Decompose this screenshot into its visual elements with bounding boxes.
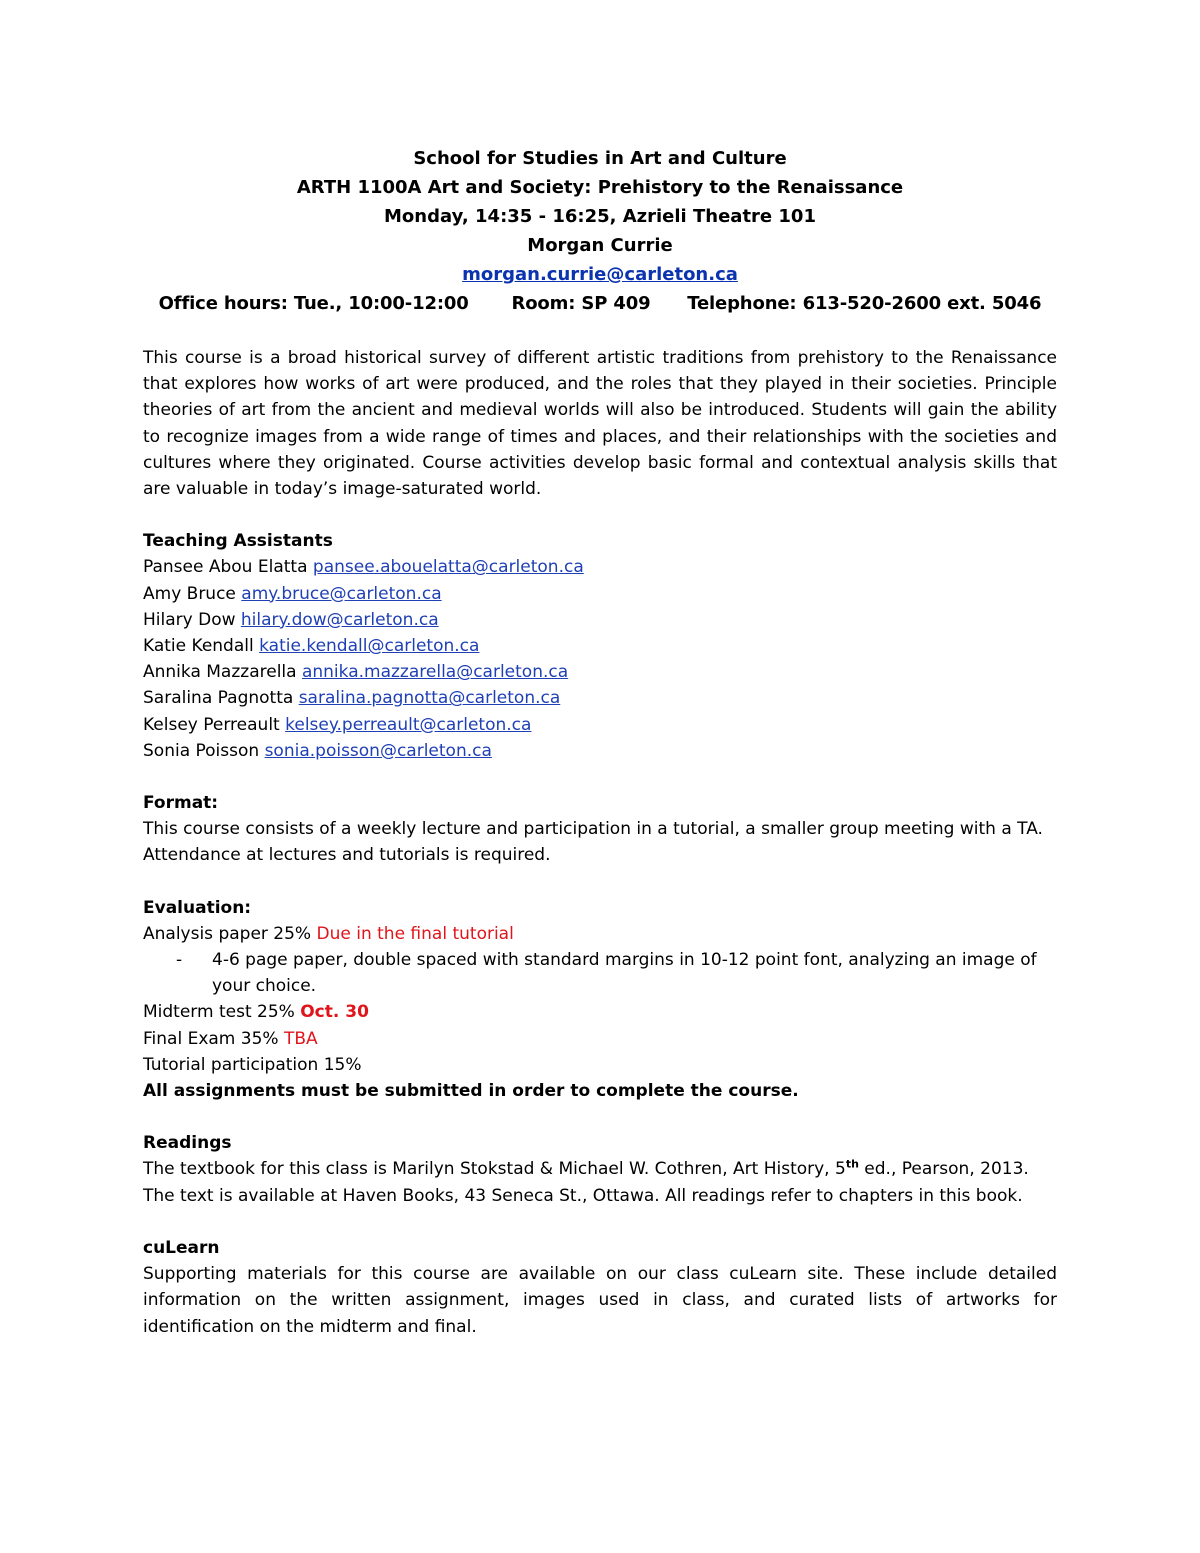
ta-row <box>143 685 1057 711</box>
readings-heading: Readings <box>143 1133 232 1154</box>
ta-row <box>143 554 1057 580</box>
analysis-paper-detail: 4-6 page paper, double spaced with standard margins in 10-12 point font, analyzing an image of your choice. <box>212 950 1037 997</box>
teaching-assistants-heading: Teaching Assistants <box>143 531 333 552</box>
culearn-text: Supporting materials for this course are available on our class cuLearn site. These include detailed information on the written assignment, images used in class, and curated lists of artworks for identification on the midterm and final. <box>143 1264 1057 1337</box>
final-exam-due: TBA <box>283 1028 318 1049</box>
readings-text-start: The textbook for this class is Marilyn Stokstad & Michael W. Cothren, Art History, 5 <box>143 1159 846 1180</box>
ta-name: Kelsey Perreault <box>143 714 280 735</box>
ta-row <box>143 607 1057 633</box>
instructor-email-link[interactable]: morgan.currie@carleton.ca <box>462 264 738 285</box>
ta-email-link[interactable]: amy.bruce@carleton.ca <box>241 583 442 604</box>
midterm-label: Midterm test 25% <box>143 1002 295 1023</box>
readings-text-end: ed., Pearson, 2013. The text is available at Haven Books, 43 Seneca St., Ottawa. All readings refer to chapters in this book. <box>143 1159 1029 1206</box>
analysis-paper-label: Analysis paper 25% <box>143 923 312 944</box>
analysis-paper-due: Due in the final tutorial <box>316 923 514 944</box>
course-description: This course is a broad historical survey of different artistic traditions from prehistory to the Renaissance that explores how works of art were produced, and the roles that they played in their societies. Principle theories of art from the ancient and medieval worlds will also be introduced. Students will gain the ability to recognize images from a wide range of times and places, and their relationships with the societies and cultures where they originated. Course activities develop basic formal and contextual analysis skills that are valuable in today’s image-saturated world. <box>143 348 1057 500</box>
office-info <box>143 289 1057 318</box>
culearn-heading: cuLearn <box>143 1237 220 1258</box>
format-text: This course consists of a weekly lecture and participation in a tutorial, a smaller group meeting with a TA. Attendance at lectures and tutorials is required. <box>143 819 1043 866</box>
ta-row <box>143 633 1057 659</box>
evaluation-analysis-paper <box>143 921 1057 947</box>
office-room: Room: SP 409 <box>511 293 651 314</box>
ta-name: Saralina Pagnotta <box>143 688 294 709</box>
ta-row <box>143 738 1057 764</box>
evaluation-heading: Evaluation: <box>143 897 252 918</box>
teaching-assistants-section <box>143 528 1057 764</box>
course-header <box>143 144 1057 318</box>
ta-email-link[interactable]: sonia.poisson@carleton.ca <box>264 740 492 761</box>
evaluation-final-exam <box>143 1026 1057 1052</box>
evaluation-midterm <box>143 999 1057 1025</box>
evaluation-tutorial: Tutorial participation 15% <box>143 1054 362 1075</box>
ta-row <box>143 659 1057 685</box>
course-schedule: Monday, 14:35 - 16:25, Azrieli Theatre 101 <box>384 206 816 227</box>
ta-email-link[interactable]: katie.kendall@carleton.ca <box>259 636 480 657</box>
ta-email-link[interactable]: pansee.abouelatta@carleton.ca <box>312 557 584 578</box>
ta-row <box>143 712 1057 738</box>
instructor-name: Morgan Currie <box>527 235 673 256</box>
culearn-section <box>143 1235 1057 1340</box>
ta-email-link[interactable]: saralina.pagnotta@carleton.ca <box>298 688 561 709</box>
ta-row <box>143 581 1057 607</box>
ta-name: Sonia Poisson <box>143 740 260 761</box>
office-hours: Office hours: Tue., 10:00-12:00 <box>158 293 469 314</box>
ta-name: Pansee Abou Elatta <box>143 557 308 578</box>
ta-email-link[interactable]: kelsey.perreault@carleton.ca <box>285 714 532 735</box>
school-name: School for Studies in Art and Culture <box>413 148 787 169</box>
analysis-paper-detail-item <box>143 947 1057 999</box>
dash-bullet: - <box>176 950 183 971</box>
ta-email-link[interactable]: annika.mazzarella@carleton.ca <box>301 662 569 683</box>
readings-text <box>143 1156 1057 1208</box>
edition-superscript: th <box>845 1157 859 1171</box>
ta-name: Katie Kendall <box>143 636 254 657</box>
ta-email-link[interactable]: hilary.dow@carleton.ca <box>240 609 439 630</box>
evaluation-note: All assignments must be submitted in order to complete the course. <box>143 1081 799 1102</box>
midterm-due: Oct. 30 <box>300 1002 369 1023</box>
format-heading: Format: <box>143 793 219 814</box>
office-telephone: Telephone: 613-520-2600 ext. 5046 <box>687 293 1042 314</box>
final-exam-label: Final Exam 35% <box>143 1028 279 1049</box>
evaluation-section <box>143 895 1057 1105</box>
ta-name: Hilary Dow <box>143 609 236 630</box>
course-title: ARTH 1100A Art and Society: Prehistory to the Renaissance <box>296 177 904 198</box>
ta-name: Amy Bruce <box>143 583 236 604</box>
readings-section <box>143 1130 1057 1209</box>
ta-name: Annika Mazzarella <box>143 662 297 683</box>
format-section <box>143 790 1057 869</box>
